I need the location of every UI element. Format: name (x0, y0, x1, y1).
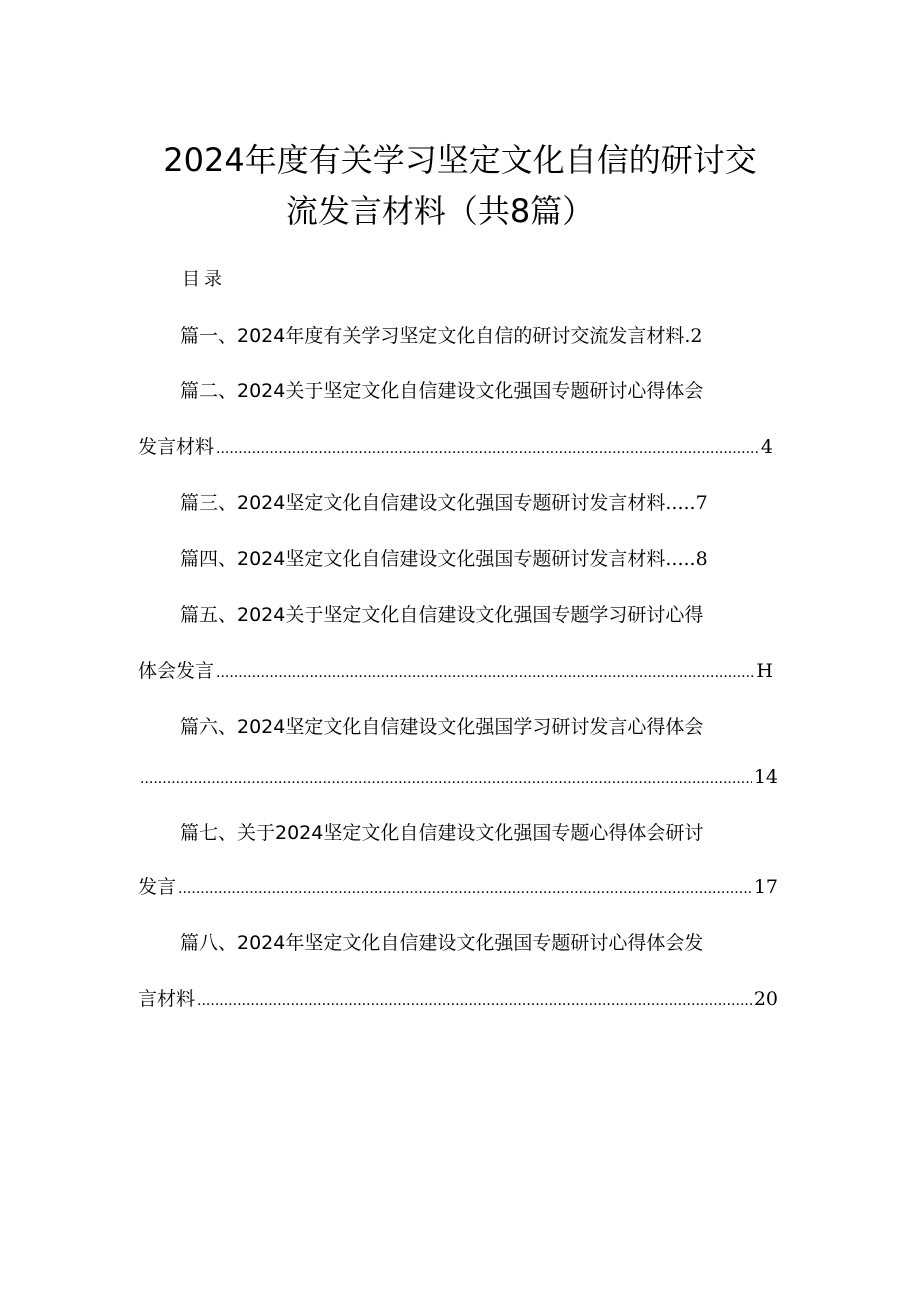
toc-entry-2-continuation[interactable] (138, 438, 773, 457)
toc-entry-7-text: 篇七、关于2024坚定文化自信建设文化强国专题心得体会研讨 (180, 822, 704, 844)
toc-entry-2-leader (216, 442, 759, 456)
toc-entry-7-leader (178, 882, 752, 896)
toc-entry-7-continuation[interactable] (138, 878, 778, 897)
toc-entry-1-text: 篇一、2024年度有关学习坚定文化自信的研讨交流发言材料 (180, 325, 685, 347)
document-title-line-2: 流发言材料（共8篇） (285, 192, 595, 230)
toc-entry-8-continuation[interactable] (138, 990, 778, 1009)
toc-entry-5-page: H (756, 660, 773, 682)
toc-entry-5-text: 篇五、2024关于坚定文化自信建设文化强国专题学习研讨心得 (180, 604, 704, 626)
toc-entry-2-cont-text: 发言材料 (138, 436, 215, 458)
toc-entry-1[interactable] (180, 327, 703, 346)
toc-entry-4[interactable] (180, 550, 708, 569)
toc-entry-6-page: 14 (753, 766, 778, 788)
toc-heading: 目录 (182, 269, 226, 290)
toc-entry-5-leader (216, 666, 754, 680)
toc-entry-3-dots: ..... (665, 492, 696, 514)
toc-entry-4-dots: ..... (665, 548, 696, 570)
toc-entry-6-leader (140, 772, 752, 786)
toc-entry-1-dots: . (684, 325, 691, 347)
toc-entry-1-page: 2 (690, 325, 703, 347)
toc-entry-4-page: 8 (695, 548, 708, 570)
toc-entry-5-continuation[interactable] (138, 662, 773, 681)
toc-entry-7[interactable] (180, 824, 703, 843)
toc-entry-5-cont-text: 体会发言 (138, 660, 215, 682)
toc-entry-8-text: 篇八、2024年坚定文化自信建设文化强国专题研讨心得体会发 (180, 932, 704, 954)
toc-entry-6[interactable] (180, 718, 703, 737)
toc-entry-7-cont-text: 发言 (138, 876, 177, 898)
toc-entry-2-page: 4 (760, 436, 773, 458)
document-title-line-1: 2024年度有关学习坚定文化自信的研讨交 (163, 141, 757, 179)
toc-entry-2-text: 篇二、2024关于坚定文化自信建设文化强国专题研讨心得体会 (180, 380, 704, 402)
toc-entry-3-text: 篇三、2024坚定文化自信建设文化强国专题研讨发言材料 (180, 492, 666, 514)
toc-entry-6-text: 篇六、2024坚定文化自信建设文化强国学习研讨发言心得体会 (180, 716, 704, 738)
toc-entry-8-page: 20 (753, 988, 778, 1010)
toc-entry-3[interactable] (180, 494, 708, 513)
toc-entry-6-continuation[interactable] (138, 768, 778, 787)
toc-entry-7-page: 17 (753, 876, 778, 898)
toc-entry-8[interactable] (180, 934, 703, 953)
toc-entry-3-page: 7 (695, 492, 708, 514)
toc-entry-2[interactable] (180, 382, 703, 401)
toc-entry-4-text: 篇四、2024坚定文化自信建设文化强国专题研讨发言材料 (180, 548, 666, 570)
toc-entry-5[interactable] (180, 606, 703, 625)
toc-entry-8-leader (197, 994, 752, 1008)
toc-entry-8-cont-text: 言材料 (138, 988, 196, 1010)
